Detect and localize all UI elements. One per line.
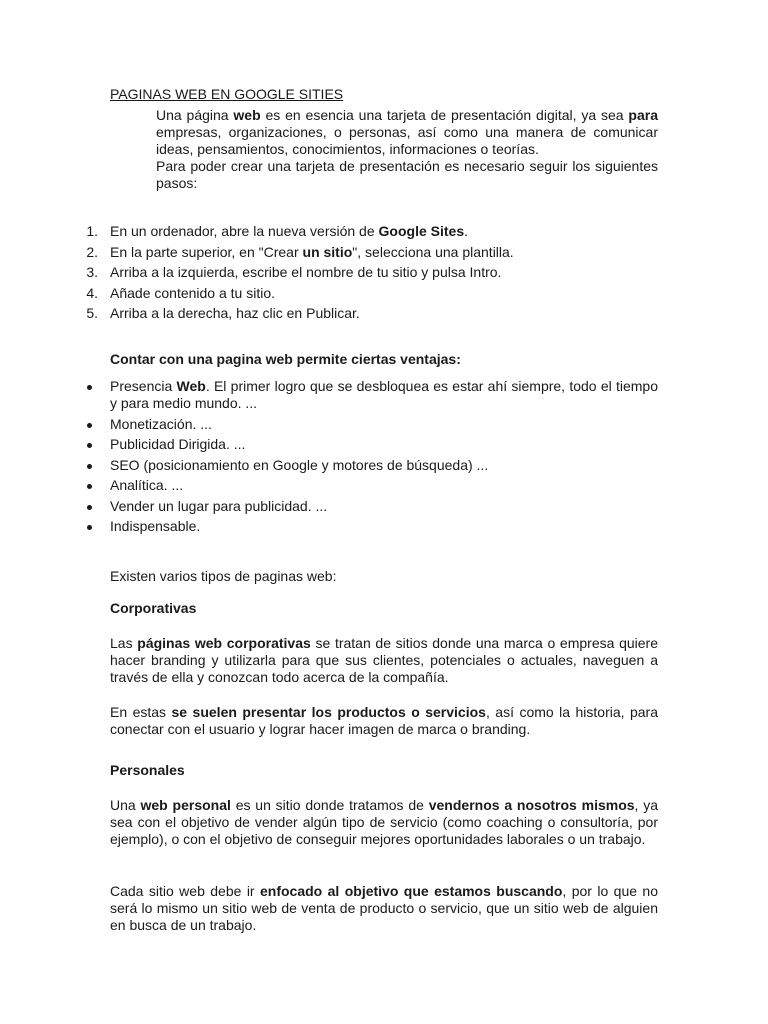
list-item: Indispensable. [80, 518, 658, 535]
list-item: 5. Arriba a la derecha, haz clic en Publicar. [86, 305, 360, 321]
bullet-icon [87, 443, 92, 448]
list-item: Publicidad Dirigida. ... [80, 436, 658, 453]
list-item: 4. Añade contenido a tu sitio. [86, 284, 276, 301]
intro-paragraph-2: Para poder crear una tarjeta de presentación es necesario seguir los siguientes pasos: [156, 158, 658, 191]
list-item: SEO (posicionamiento en Google y motores de búsqueda) ... [80, 457, 658, 474]
corporativas-paragraph-1: Las páginas web corporativas se tratan de sitios donde una marca o empresa quiere hacer branding y utilizarla para que sus clientes, potenciales o actuales, naveguen a través de ella y conozcan todo acerca de la compañía. [110, 635, 659, 685]
bullet-icon [87, 385, 92, 390]
list-item: 2. En la parte superior, en "Crear un sitio", selecciona una plantilla. [86, 243, 514, 260]
list-item: Monetización. ... [80, 416, 658, 433]
bullet-icon [87, 484, 92, 489]
ventajas-heading: Contar con una pagina web permite ciertas ventajas: [110, 351, 461, 367]
steps-list [80, 223, 514, 326]
intro-block [156, 107, 658, 192]
intro-paragraph-1: Una página web es en esencia una tarjeta de presentación digital, ya sea para empresas, organizaciones, o personas, así como una manera de comunicar ideas, pensamientos, conocimientos, informaciones o teorías. [156, 107, 658, 157]
bullet-icon [87, 505, 92, 510]
list-item: Presencia Web. El primer logro que se desbloquea es estar ahí siempre, todo el tiempo y para medio mundo. ... [80, 378, 658, 412]
list-item: Vender un lugar para publicidad. ... [80, 498, 658, 515]
bullet-icon [87, 464, 92, 469]
list-item: 3. Arriba a la izquierda, escribe el nombre de tu sitio y pulsa Intro. [86, 264, 502, 280]
list-item: Analítica. ... [80, 477, 658, 494]
personales-paragraph-2: Cada sitio web debe ir enfocado al objetivo que estamos buscando, por lo que no será lo mismo un sitio web de venta de producto o servicio, que un sitio web de alguien en busca de un trabajo. [110, 883, 658, 933]
tipos-intro: Existen varios tipos de paginas web: [110, 568, 337, 584]
bullet-icon [87, 423, 92, 428]
list-item: 1. En un ordenador, abre la nueva versión de Google Sites. [86, 223, 468, 239]
personales-heading: Personales [110, 762, 185, 778]
corporativas-paragraph-2: En estas se suelen presentar los productos o servicios, así como la historia, para conectar con el usuario y lograr hacer imagen de marca o branding. [110, 704, 658, 737]
page-title: PAGINAS WEB EN GOOGLE SITIES [110, 86, 344, 102]
bullet-icon [87, 525, 92, 530]
ventajas-list [80, 378, 658, 539]
personales-paragraph-1: Una web personal es un sitio donde tratamos de vendernos a nosotros mismos, ya sea con el objetivo de vender algún tipo de servicio (como coaching o consultoría, por ejemplo), o con el objetivo de conseguir mejores oportunidades laborales o un trabajo. [110, 797, 659, 847]
corporativas-heading: Corporativas [110, 600, 197, 616]
